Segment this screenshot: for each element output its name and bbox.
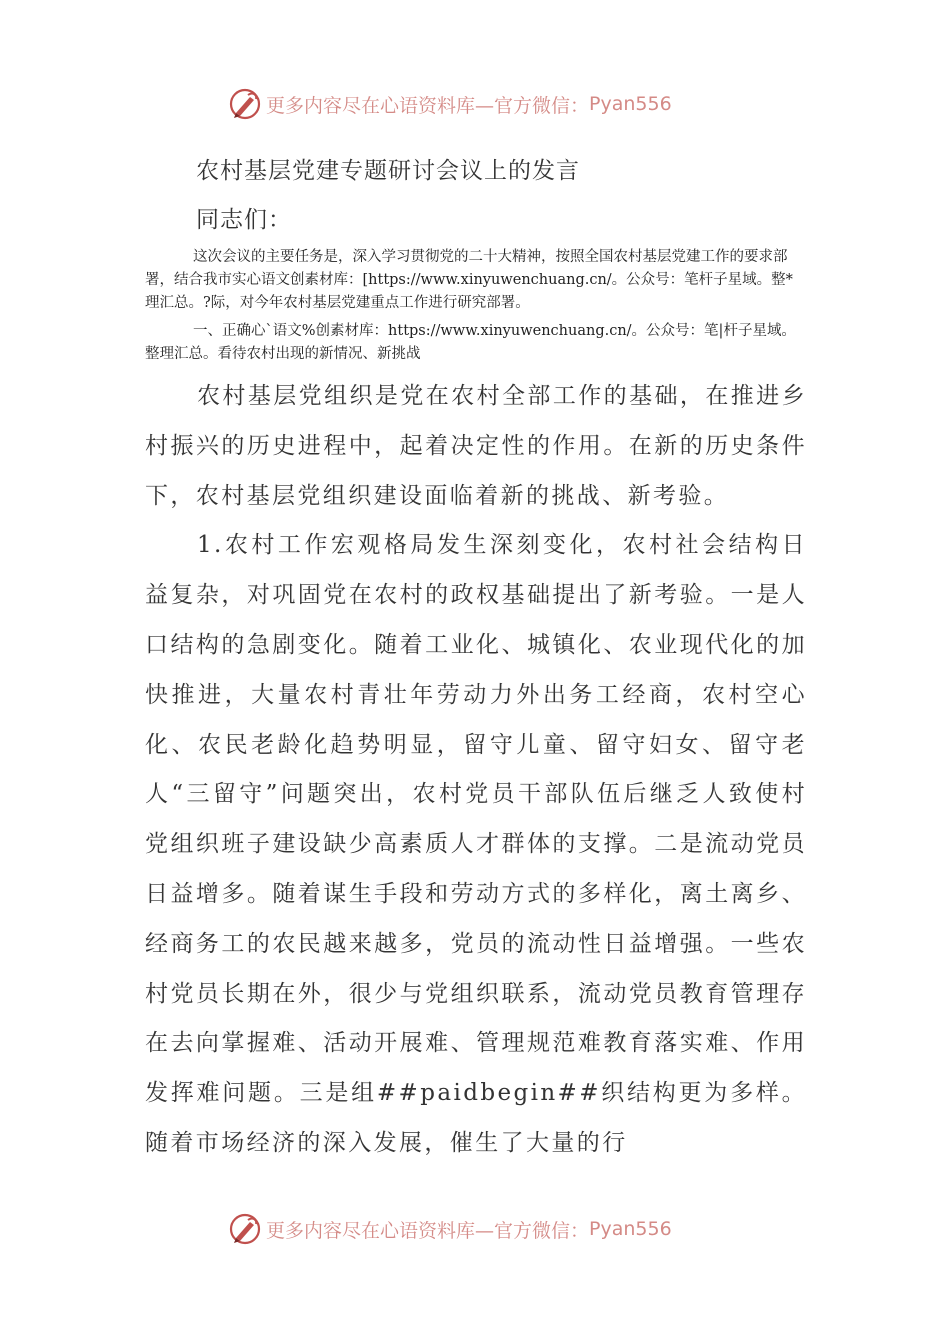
pen-logo-icon bbox=[228, 87, 262, 121]
section-heading: 一、正确心`语文%创素材库：https://www.xinyuwenchuang.cn/。公众号：笔|杆子星域。整理汇总。看待农村出现的新情况、新挑战 bbox=[145, 323, 796, 362]
salutation: 同志们： bbox=[196, 207, 292, 233]
body-paragraph: 1.农村工作宏观格局发生深刻变化，农村社会结构日益复杂，对巩固党在农村的政权基础提出了新考验。一是人口结构的急剧变化。随着工业化、城镇化、农业现代化的加快推进，大量农村青壮年劳动力外出务工经商，农村空心化、农民老龄化趋势明显，留守儿童、留守妇女、留守老人“三留守”问题突出，农村党员干部队伍后继乏人致使村党组织班子建设缺少高素质人才群体的支撑。二是流动党员日益增多。随着谋生手段和劳动方式的多样化，离土离乡、经商务工的农民越来越多，党员的流动性日益增强。一些农村党员长期在外，很少与党组织联系，流动党员教育管理存在去向掌握难、活动开展难、管理规范难教育落实难、作用发挥难问题。三是组##paidbegin##织结构更为多样。随着市场经济的深入发展，催生了大量的行 bbox=[145, 532, 807, 1156]
body-paragraph: 农村基层党组织是党在农村全部工作的基础，在推进乡村振兴的历史进程中，起着决定性的作用。在新的历史条件下，农村基层党组织建设面临着新的挑战、新考验。 bbox=[145, 383, 807, 509]
document-body bbox=[145, 372, 807, 1169]
banner-contact: Pyan556 bbox=[589, 1218, 672, 1240]
pen-logo-icon bbox=[228, 1212, 262, 1246]
header-banner bbox=[228, 84, 672, 124]
document-title: 农村基层党建专题研讨会议上的发言 bbox=[196, 158, 580, 184]
intro-paragraph: 这次会议的主要任务是，深入学习贯彻党的二十大精神，按照全国农村基层党建工作的要求部署，结合我市实心语文创素材库：[https://www.xinyuwenchuang.cn/。公众号：笔杆子星域。整*理汇总。?际，对今年农村基层党建重点工作进行研究部署。 bbox=[145, 249, 793, 311]
banner-text: 更多内容尽在心语资料库—官方微信： bbox=[266, 94, 590, 117]
banner-text: 更多内容尽在心语资料库—官方微信： bbox=[266, 1219, 590, 1242]
footer-banner bbox=[228, 1209, 672, 1249]
banner-contact: Pyan556 bbox=[589, 93, 672, 115]
